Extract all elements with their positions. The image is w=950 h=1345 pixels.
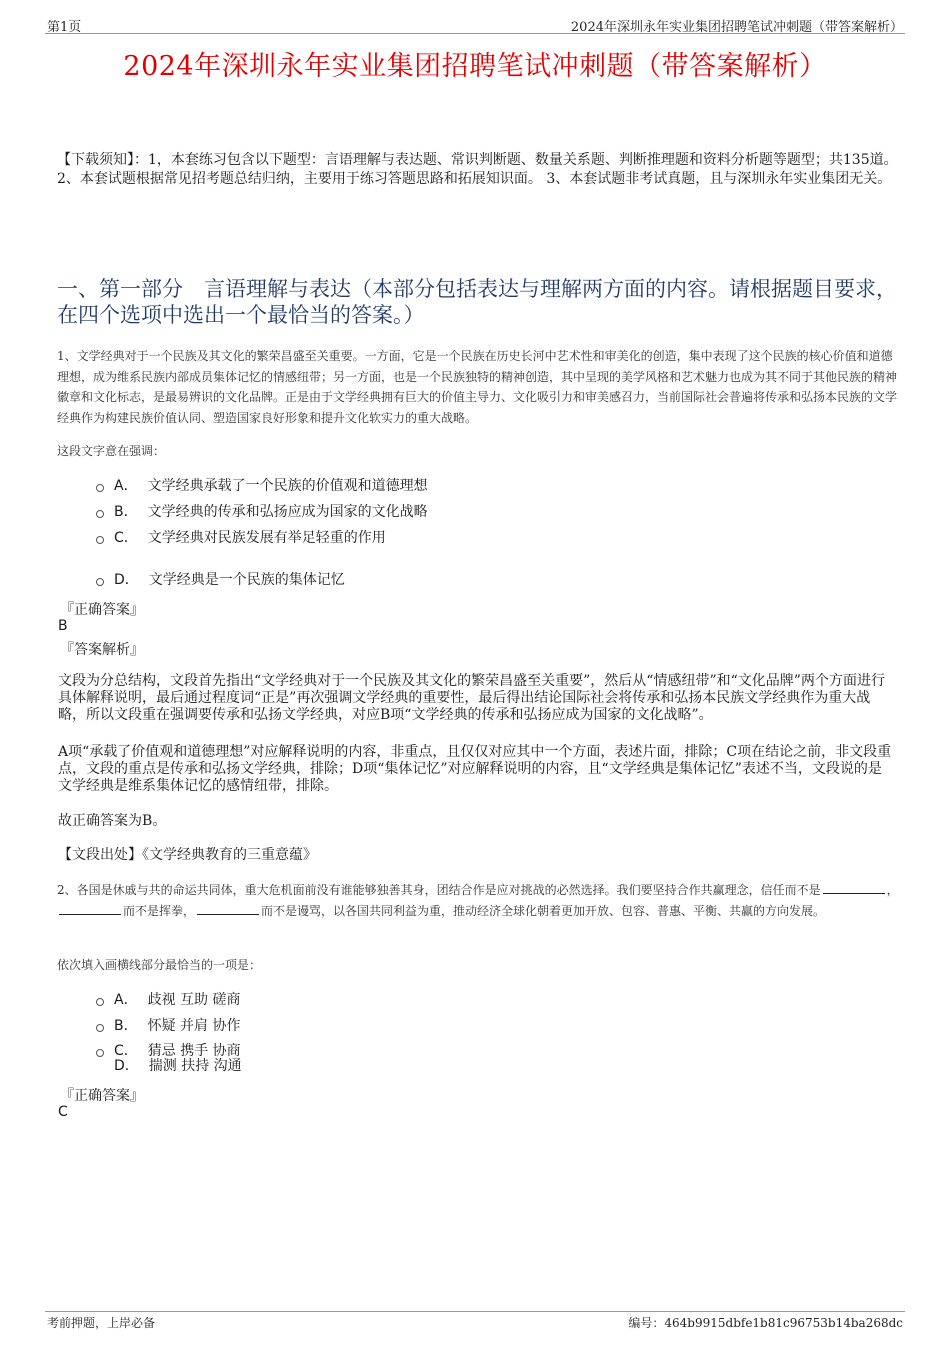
option-text: 猜忌 携手 协商 [147,1043,241,1059]
question-2-option-a[interactable] [96,990,240,1010]
document-title: 2024年深圳永年实业集团招聘笔试冲刺题（带答案解析） [123,51,827,82]
radio-icon[interactable] [96,578,104,586]
correct-answer-value: C [58,1104,68,1120]
footer-slogan: 考前押题，上岸必备 [47,1316,156,1330]
question-2-option-d[interactable] [96,1056,242,1076]
text-source: 【文段出处】《文学经典教育的三重意蕴》 [58,847,317,863]
option-label: A． [114,992,138,1008]
question-2-stem-part: ， [886,883,899,897]
option-label: B． [114,504,138,520]
radio-icon[interactable] [96,998,104,1006]
option-label: C． [114,530,138,546]
question-2-stem-part: 而不是谩骂，以各国共同利益为重，推动经济全球化朝着更加开放、包容、普惠、平衡、共赢的方向发展。 [261,903,826,918]
question-1-prompt: 这段文字意在强调： [57,444,166,458]
page-number: 第1页 [47,20,82,35]
option-label: D． [114,572,139,588]
header-rule [45,33,905,34]
footer-rule [45,1311,905,1312]
analysis-paragraph: A项“承载了价值观和道德理想”对应解释说明的内容，非重点，且仅仅对应其中一个方面，表述片面，排除；C项在结论之前，非文段重点，文段的重点是传承和弘扬文学经典，排除；D项“集体记忆”对应解释说明的内容，且“文学经典是集体记忆”表述不当，文段说的是文学经典是维系集体记忆的感情纽带，排除。 [58,744,892,794]
radio-icon[interactable] [96,510,104,518]
radio-icon[interactable] [96,484,104,492]
correct-answer-label: 『正确答案』 [60,602,144,618]
radio-icon[interactable] [96,1024,104,1032]
fill-blank[interactable] [823,882,885,894]
correct-answer-label: 『正确答案』 [60,1088,144,1104]
download-notice: 【下载须知】：1，本套练习包含以下题型：言语理解与表达题、常识判断题、数量关系题、判断推理题和资料分析题等题型；共135道。 2、本套试题根据常见招考题总结归纳，主要用于练习答题思路和拓展知识面。 3、本套试题非考试真题，且与深圳永年实业集团无关。 [57,152,898,187]
running-title: 2024年深圳永年实业集团招聘笔试冲刺题（带答案解析） [570,20,903,35]
option-text: 揣测 扶持 沟通 [148,1058,242,1074]
option-label: C． [114,1043,138,1059]
option-text: 文学经典是一个民族的集体记忆 [148,572,345,588]
analysis-label: 『答案解析』 [60,642,144,658]
question-1-stem: 1、文学经典对于一个民族及其文化的繁荣昌盛至关重要。一方面，它是一个民族在历史长河中艺术性和审美化的创造，集中表现了这个民族的核心价值和道德理想，成为维系民族内部成员集体记忆的情感纽带；另一方面，也是一个民族独特的精神创造，其中呈现的美学风格和艺术魅力也成为其不同于其他民族的精神徽章和文化标志，是最易辨识的文化品牌。正是由于文学经典拥有巨大的价值主导力、文化吸引力和审美感召力，当前国际社会普遍将传承和弘扬本民族的文学经典作为构建民族价值认同、塑造国家良好形象和提升文化软实力的重大战略。 [57,349,898,425]
question-2-option-b[interactable] [96,1016,241,1036]
option-text: 文学经典的传承和弘扬应成为国家的文化战略 [147,504,428,520]
question-2-stem-part: 2、各国是休戚与共的命运共同体，重大危机面前没有谁能够独善其身，团结合作是应对挑战的必然选择。我们要坚持合作共赢理念，信任而不是 [57,883,821,897]
question-1-option-d[interactable] [96,570,345,590]
question-2-stem [57,880,899,921]
question-2-stem-part: 而不是挥拳， [123,903,196,918]
radio-icon[interactable] [96,536,104,544]
fill-blank[interactable] [197,903,259,915]
option-text: 怀疑 并肩 协作 [147,1018,241,1034]
option-text: 文学经典对民族发展有举足轻重的作用 [147,530,386,546]
option-label: B． [114,1018,138,1034]
option-text: 文学经典承载了一个民族的价值观和道德理想 [147,478,428,494]
analysis-conclusion: 故正确答案为B。 [58,813,167,829]
question-1-option-c[interactable] [96,528,386,548]
question-2-prompt: 依次填入画横线部分最恰当的一项是： [57,958,262,972]
question-1-option-a[interactable] [96,476,428,496]
option-text: 歧视 互助 磋商 [147,992,241,1008]
section-heading: 一、第一部分 言语理解与表达（本部分包括表达与理解两方面的内容。请根据题目要求，在四个选项中选出一个最恰当的答案。） [57,277,897,327]
option-label: D． [114,1058,139,1074]
analysis-paragraph: 文段为分总结构，文段首先指出“文学经典对于一个民族及其文化的繁荣昌盛至关重要”，然后从“情感纽带”和“文化品牌”两个方面进行具体解释说明，最后通过程度词“正是”再次强调文学经典的重要性，最后得出结论国际社会将传承和弘扬本民族文学经典作为重大战略，所以文段重在强调要传承和弘扬文学经典，对应B项“文学经典的传承和弘扬应成为国家的文化战略”。 [58,673,885,723]
footer-serial: 编号：464b9915dbfe1b81c96753b14ba268dc [628,1316,903,1330]
option-label: A． [114,478,138,494]
fill-blank[interactable] [59,903,121,915]
question-1-option-b[interactable] [96,502,428,522]
correct-answer-value: B [58,618,68,634]
